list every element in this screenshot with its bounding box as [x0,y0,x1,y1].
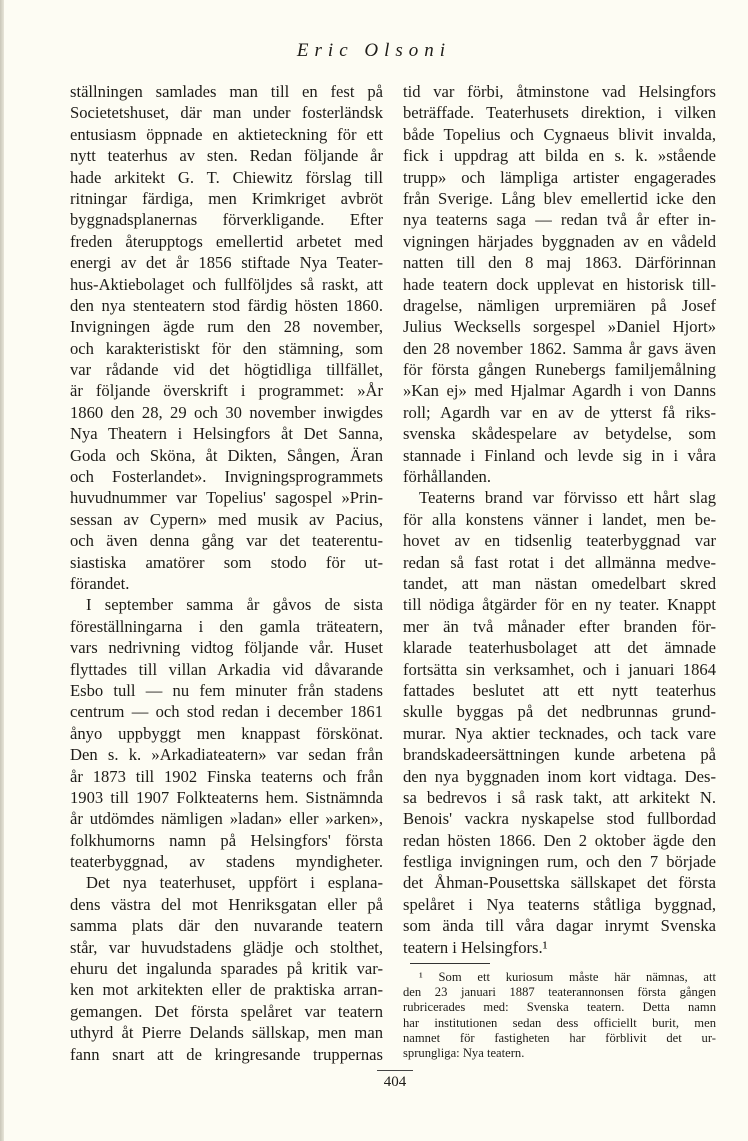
text-line: ken mot arkitekten eller de praktiska arran- [70,980,383,1000]
text-line: gemangen. Det första spelåret var teatern [70,1001,383,1021]
text-line: står, var huvudstadens glädje och stolthet, [70,937,383,957]
footnote-line: har institutionen sedan dess officiellt burit, men [403,1015,716,1030]
text-line: trupp» och lämpliga artister engagerades [403,167,716,187]
text-line: den 28 november 1862. Samma år gavs även [403,338,716,358]
text-line: 1860 den 28, 29 och 30 november inwigdes [70,402,383,422]
text-line: ehuru det ingalunda sparades på kritik var- [70,959,383,979]
text-line: hade arkitekt G. T. Chiewitz förslag till [70,167,383,187]
text-line: både Topelius och Cygnaeus blivit invalda, [403,124,716,144]
text-line: fortsätta sin verksamhet, och i januari 1864 [403,659,716,679]
left-column [70,81,383,1065]
text-line: uthyrd åt Pierre Delands sällskap, men man [70,1023,383,1043]
text-line: samma plats där den nuvarande teatern [70,916,383,936]
footnote-line: den 23 januari 1887 teaterannonsen första gången [403,985,716,1000]
text-line: byggnadsplanernas förverkligande. Efter [70,210,383,230]
text-line: hovet av en tidsenlig teaterbyggnad var [403,531,716,551]
text-line: sessan av Cypern» med musik av Pacius, [70,509,383,529]
text-line: ånyo uppbyggt men knappast förskönat. [70,723,383,743]
text-line: tandet, att man nästan omedelbart skred [403,573,716,593]
text-line: Benois' vackra nyskapelse stod fullbordad [403,809,716,829]
text-line: fick i uppdrag att bilda en s. k. »stående [403,146,716,166]
footnote-line: namnet för fastigheten har förblivit det ur- [403,1030,716,1045]
text-line: nytt teaterhus av sten. Redan följande år [70,146,383,166]
text-line: brandskadeersättningen kunde arbetena på [403,745,716,765]
page-number: 404 [383,1074,407,1090]
footnote-line: rubricerades med: Svenska teatern. Detta namn [403,1000,716,1015]
text-line: den nya stenteatern stod färdig hösten 1860. [70,295,383,315]
text-line: sa bedrevos i så rask takt, att arkitekt N. [403,787,716,807]
footnote [403,970,716,1061]
text-line: vars nedrivning vidtog följande vår. Huset [70,638,383,658]
text-line: vigningen härjades byggnaden av en vådeld [403,231,716,251]
text-line: redan så fast rotat i det allmänna medve- [403,552,716,572]
page-edge [0,0,4,1141]
text-line: var rådande vid det högtidliga tillfället, [70,360,383,380]
text-line: Den s. k. »Arkadiateatern» var sedan från [70,745,383,765]
text-line: fattades beslutet att ett nytt teaterhus [403,680,716,700]
page-number-rule [377,1070,413,1071]
text-line: folkhumorns namn på Helsingfors' första [70,830,383,850]
text-line: är följande överskrift i programmet: »År [70,381,383,401]
text-line: hade teatern dock upplevat en historisk till- [403,274,716,294]
text-line: I september samma år gåvos de sista [86,595,383,615]
text-line: Goda och Sköna, åt Dikten, Sången, Äran [70,445,383,465]
text-line: »Kan ej» med Hjalmar Agardh i von Danns [403,381,716,401]
text-line: Societetshuset, där man under fosterländsk [70,103,383,123]
text-line: det Åhman-Pousettska sällskapet det första [403,873,716,893]
text-line: föreställningarna i den gamla träteatern, [70,616,383,636]
text-line: från Sverige. Lång blev emellertid icke den [403,188,716,208]
text-line: festliga invigningen rum, och den 7 började [403,852,716,872]
text-line: beträffade. Teaterhusets direktion, i vilken [403,103,716,123]
text-line: spelåret i Nya teaterns ståtliga byggnad, [403,894,716,914]
running-header: Eric Olsoni [296,40,452,61]
text-line: huvudnummer var Topelius' sagospel »Prin- [70,488,383,508]
text-line: klarade teaterhusbolaget att det ämnade [403,638,716,658]
right-column [403,81,716,958]
text-line: år 1873 till 1902 Finska teaterns och från [70,766,383,786]
text-line: ställningen samlades man till en fest på [70,82,383,101]
text-line: nya teaterns saga — redan två år efter in- [403,210,716,230]
text-line: dens västra del mot Henriksgatan eller på [70,894,383,914]
footnote-divider [410,963,490,964]
text-line: Det nya teaterhuset, uppfört i esplana- [86,873,383,893]
text-line: teaterbyggnad, av stadens myndigheter. [70,852,383,872]
text-line: till nödiga åtgärder för en ny teater. Knappt [403,595,716,615]
text-line: natten till den 8 maj 1863. Därförinnan [403,253,716,273]
text-line: för alla konstens vänner i landet, men be- [403,509,716,529]
text-line: år utdömdes nämligen »ladan» eller »arken», [70,809,383,829]
text-line: skulle byggas på det nedbrunnas grund- [403,702,716,722]
text-line: flyttades till villan Arkadia vid dåvarande [70,659,383,679]
text-line: förhållanden. [403,467,492,487]
text-line: mer än två månader efter branden för- [403,616,716,636]
text-line: energi av det år 1856 stiftade Nya Teater- [70,253,383,273]
text-line: hus-Aktiebolaget och fullföljdes så raskt, att [70,274,383,294]
text-line: dragelse, nämligen urpremiären på Josef [403,295,716,315]
text-line: svenska skådespelare av betydelse, som [403,424,716,444]
text-line: 1903 till 1907 Folkteaterns hem. Sistnämnda [70,787,383,807]
text-line: förandet. [70,573,130,593]
text-line: den nya byggnaden inom kort vidtaga. Des- [403,766,716,786]
text-line: som ända till våra dagar inrymt Svenska [403,916,716,936]
text-line: stannade i Finland och levde sig in i våra [403,445,716,465]
text-line: och karakteristiskt för den stämning, som [70,338,383,358]
text-line: Nya Theatern i Helsingfors åt Det Sanna, [70,424,383,444]
text-line: siastiska amatörer som stodo för ut- [70,552,383,572]
text-line: ritningar färdiga, men Krimkriget avbröt [70,188,383,208]
text-line: redan hösten 1866. Den 2 oktober ägde den [403,830,716,850]
footnote-line: ¹ Som ett kuriosum måste här nämnas, att [419,970,716,984]
footnote-line: sprungliga: Nya teatern. [403,1045,525,1060]
text-line: entusiasm öppnade en aktieteckning för ett [70,124,383,144]
text-line: roll; Agardh var en av de ytterst få riks- [403,402,716,422]
text-line: Esbo tull — nu fem minuter från stadens [70,680,383,700]
text-line: och även denna gång var det teaterentu- [70,531,383,551]
text-line: fann snart att de kringresande truppernas [70,1044,383,1064]
text-line: centrum — och stod redan i december 1861 [70,702,383,722]
text-line: teatern i Helsingfors.¹ [403,937,548,957]
text-line: freden återupptogs emellertid arbetet med [70,231,383,251]
text-line: murar. Nya aktier tecknades, och tack vare [403,723,716,743]
text-line: Julius Wecksells sorgespel »Daniel Hjort» [403,317,716,337]
text-line: och Fosterlandet». Invigningsprogrammets [70,467,383,487]
text-line: Invigningen ägde rum den 28 november, [70,317,383,337]
text-line: tid var förbi, åtminstone vad Helsingfors [403,82,716,101]
text-line: för första gången Runebergs familjemålning [403,360,716,380]
text-line: Teaterns brand var förvisso ett hårt slag [419,488,716,508]
